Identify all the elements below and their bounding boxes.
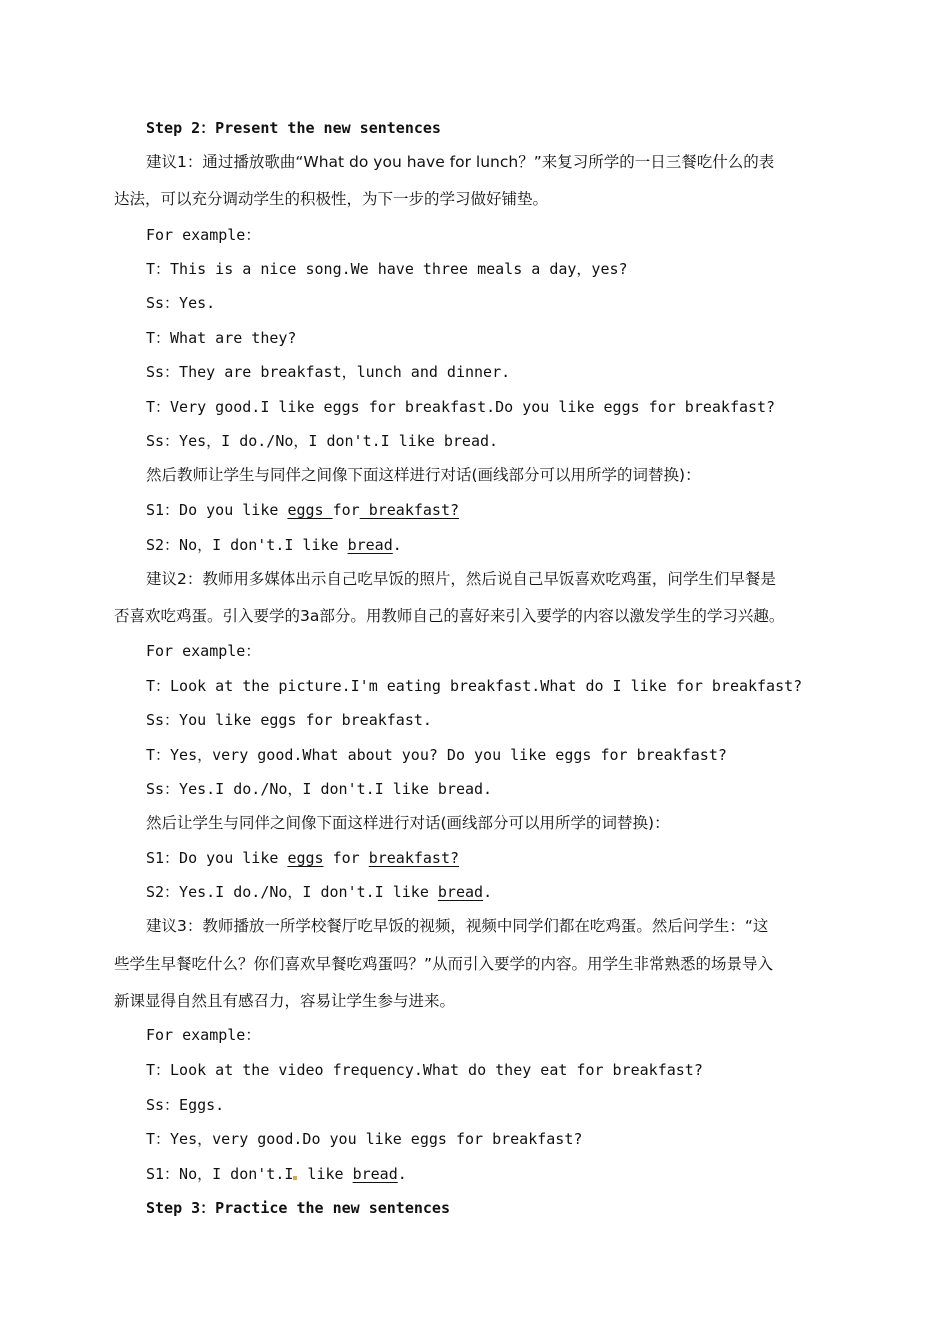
suggestion1-line2: 达法，可以充分调动学生的积极性，为下一步的学习做好铺垫。 (114, 190, 549, 208)
underlined-word: bread (347, 536, 393, 554)
underlined-word: breakfast? (359, 501, 460, 519)
pattern-s1 (146, 1163, 407, 1185)
pattern-s2 (146, 534, 402, 556)
dialogue-line: Ss：You like eggs for breakfast. (146, 711, 432, 729)
dialogue-line: Ss：Yes.I do./No，I don't.I like bread. (146, 780, 493, 798)
pattern-s2 (146, 881, 492, 903)
pattern-text: S2：Yes.I do./No，I don't.I like (146, 883, 438, 901)
underlined-word: eggs (287, 849, 324, 867)
suggestion2-instruction: 然后让学生与同伴之间像下面这样进行对话(画线部分可以用所学的词替换)： (146, 814, 670, 832)
pattern-text: S1：Do you like (146, 501, 288, 519)
pattern-text: . (397, 1165, 407, 1183)
dialogue-line: T：Very good.I like eggs for breakfast.Do you like eggs for breakfast? (146, 398, 776, 416)
underlined-word: bread (352, 1165, 398, 1183)
pattern-s1 (146, 499, 459, 521)
dialogue-line: T：What are they? (146, 329, 297, 347)
suggestion3-line1: 建议3：教师播放一所学校餐厅吃早饭的视频，视频中同学们都在吃鸡蛋。然后问学生：“这 (146, 917, 769, 935)
pattern-text: S1：No，I don't.I (146, 1165, 294, 1183)
pattern-text: for (323, 849, 369, 867)
underlined-word: eggs (287, 501, 333, 519)
suggestion1-example-label: For example： (146, 226, 261, 244)
dialogue-line: T：This is a nice song.We have three meals a day，yes? (146, 260, 628, 278)
dialogue-line: Ss：They are breakfast，lunch and dinner. (146, 363, 511, 381)
pattern-text: like (298, 1165, 353, 1183)
pattern-text: S2：No，I don't.I like (146, 536, 348, 554)
pattern-text: . (483, 883, 493, 901)
suggestion1-instruction: 然后教师让学生与同伴之间像下面这样进行对话(画线部分可以用所学的词替换)： (146, 466, 701, 484)
dialogue-line: T：Look at the picture.I'm eating breakfast.What do I like for breakfast? (146, 677, 803, 695)
dialogue-line: Ss：Yes，I do./No，I don't.I like bread. (146, 432, 499, 450)
suggestion2-line2: 否喜欢吃鸡蛋。引入要学的3a部分。用教师自己的喜好来引入要学的内容以激发学生的学习兴趣。 (114, 607, 785, 625)
suggestion3-line3: 新课显得自然且有感召力，容易让学生参与进来。 (114, 992, 456, 1010)
pattern-text: . (392, 536, 402, 554)
underlined-word: bread (437, 883, 484, 901)
suggestion3-example-label: For example： (146, 1026, 261, 1044)
underlined-word: breakfast? (368, 849, 460, 867)
step3-heading: Step 3：Practice the new sentences (146, 1199, 450, 1217)
dialogue-line: Ss：Yes. (146, 294, 216, 312)
suggestion1-line1: 建议1：通过播放歌曲“What do you have for lunch？”来复习所学的一日三餐吃什么的表 (146, 153, 775, 171)
dialogue-line: T：Look at the video frequency.What do they eat for breakfast? (146, 1061, 703, 1079)
pattern-text: S1：Do you like (146, 849, 288, 867)
pattern-s1 (146, 847, 459, 869)
suggestion2-example-label: For example： (146, 642, 261, 660)
step2-heading: Step 2：Present the new sentences (146, 119, 441, 137)
pattern-text: for (332, 501, 360, 519)
cursor-mark (293, 1176, 297, 1180)
suggestion2-line1: 建议2：教师用多媒体出示自己吃早饭的照片，然后说自己早饭喜欢吃鸡蛋，问学生们早餐是 (146, 570, 776, 588)
dialogue-line: T：Yes，very good.Do you like eggs for breakfast? (146, 1130, 583, 1148)
suggestion3-line2: 些学生早餐吃什么？你们喜欢早餐吃鸡蛋吗？”从而引入要学的内容。用学生非常熟悉的场景导入 (114, 955, 774, 973)
dialogue-line: Ss：Eggs. (146, 1096, 225, 1114)
dialogue-line: T：Yes，very good.What about you? Do you like eggs for breakfast? (146, 746, 727, 764)
